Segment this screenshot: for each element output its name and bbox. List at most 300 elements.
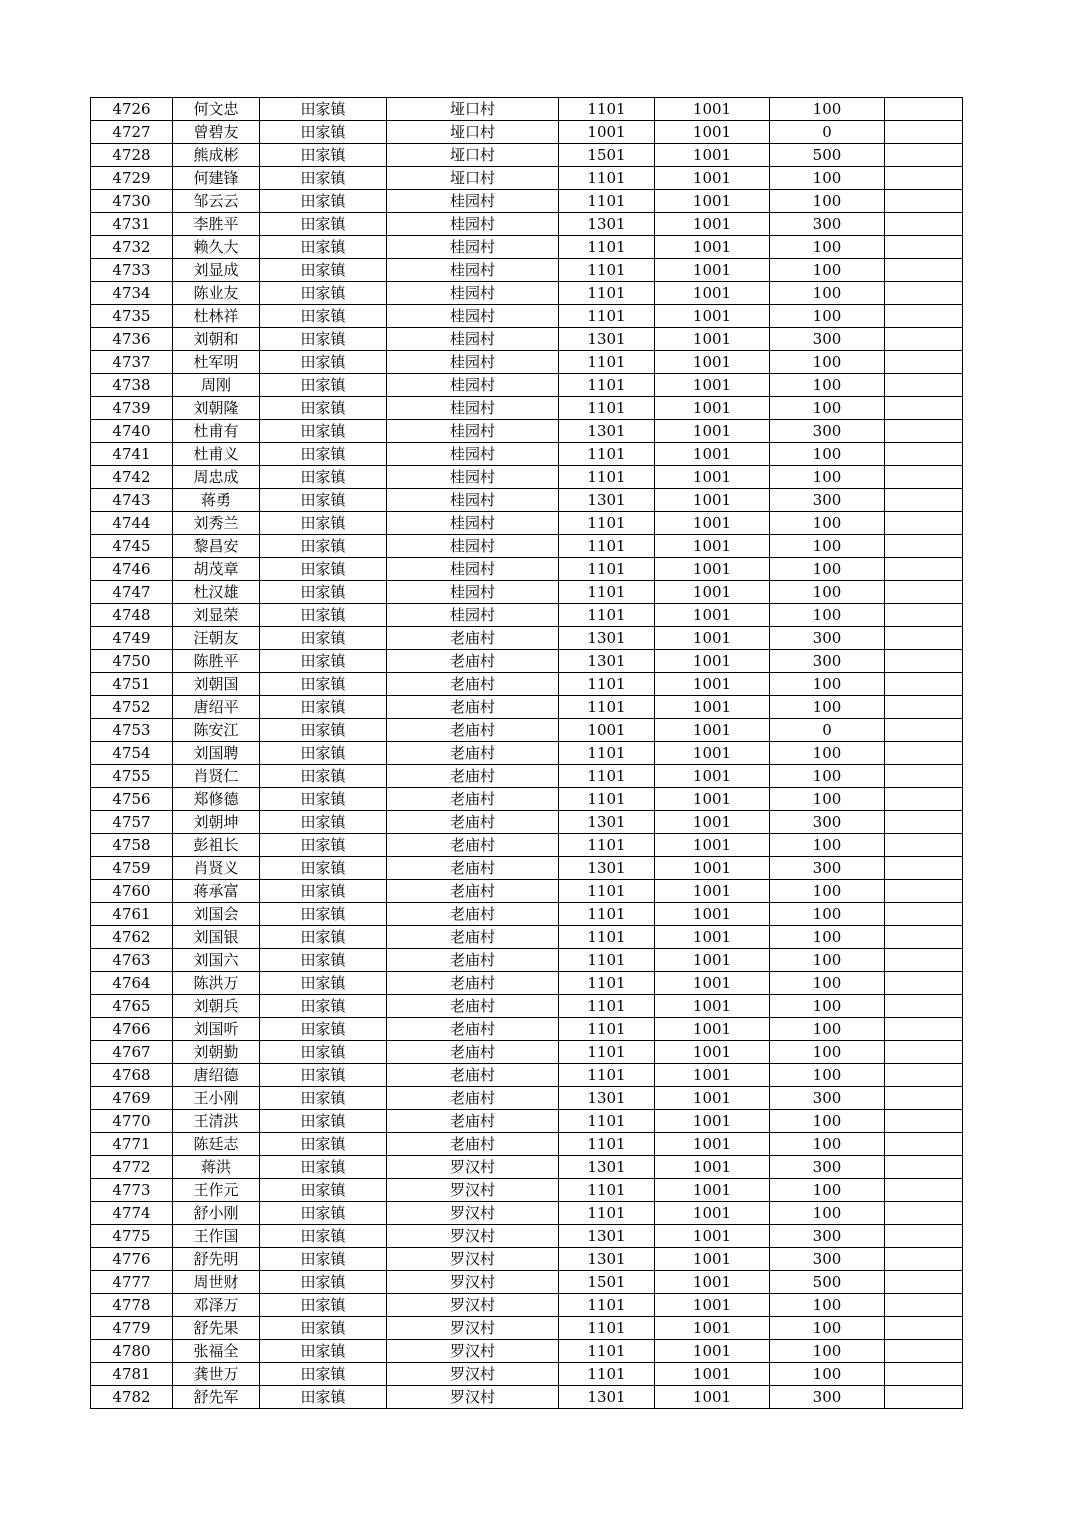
row-number-cell: 4734 [91, 282, 173, 305]
town-cell: 田家镇 [260, 1294, 387, 1317]
row-number-cell: 4736 [91, 328, 173, 351]
name-cell: 熊成彬 [173, 144, 260, 167]
remark-cell [885, 144, 963, 167]
row-number-cell: 4765 [91, 995, 173, 1018]
village-cell: 老庙村 [387, 673, 559, 696]
remark-cell [885, 1386, 963, 1409]
code-b-cell: 1001 [655, 535, 770, 558]
amount-cell: 100 [770, 1179, 885, 1202]
amount-cell: 100 [770, 972, 885, 995]
remark-cell [885, 236, 963, 259]
code-b-cell: 1001 [655, 236, 770, 259]
code-b-cell: 1001 [655, 213, 770, 236]
village-cell: 桂园村 [387, 328, 559, 351]
name-cell: 肖贤仁 [173, 765, 260, 788]
town-cell: 田家镇 [260, 558, 387, 581]
code-a-cell: 1301 [559, 857, 655, 880]
remark-cell [885, 650, 963, 673]
row-number-cell: 4767 [91, 1041, 173, 1064]
town-cell: 田家镇 [260, 489, 387, 512]
village-cell: 桂园村 [387, 489, 559, 512]
village-cell: 老庙村 [387, 857, 559, 880]
village-cell: 桂园村 [387, 305, 559, 328]
code-b-cell: 1001 [655, 374, 770, 397]
name-cell: 周刚 [173, 374, 260, 397]
remark-cell [885, 1133, 963, 1156]
remark-cell [885, 673, 963, 696]
code-b-cell: 1001 [655, 1363, 770, 1386]
table-row [91, 420, 963, 443]
amount-cell: 300 [770, 857, 885, 880]
village-cell: 老庙村 [387, 811, 559, 834]
town-cell: 田家镇 [260, 1248, 387, 1271]
code-a-cell: 1301 [559, 1156, 655, 1179]
table-row [91, 259, 963, 282]
village-cell: 垭口村 [387, 144, 559, 167]
town-cell: 田家镇 [260, 857, 387, 880]
village-cell: 老庙村 [387, 1041, 559, 1064]
code-b-cell: 1001 [655, 282, 770, 305]
code-a-cell: 1301 [559, 213, 655, 236]
code-b-cell: 1001 [655, 167, 770, 190]
remark-cell [885, 1294, 963, 1317]
name-cell: 刘朝隆 [173, 397, 260, 420]
table-row [91, 121, 963, 144]
code-b-cell: 1001 [655, 581, 770, 604]
name-cell: 王小刚 [173, 1087, 260, 1110]
remark-cell [885, 604, 963, 627]
amount-cell: 100 [770, 535, 885, 558]
name-cell: 陈安江 [173, 719, 260, 742]
row-number-cell: 4740 [91, 420, 173, 443]
name-cell: 曾碧友 [173, 121, 260, 144]
town-cell: 田家镇 [260, 144, 387, 167]
remark-cell [885, 1202, 963, 1225]
name-cell: 胡茂章 [173, 558, 260, 581]
village-cell: 罗汉村 [387, 1340, 559, 1363]
amount-cell: 100 [770, 1110, 885, 1133]
table-row [91, 213, 963, 236]
remark-cell [885, 558, 963, 581]
code-b-cell: 1001 [655, 1340, 770, 1363]
code-b-cell: 1001 [655, 1317, 770, 1340]
village-cell: 桂园村 [387, 213, 559, 236]
table-row [91, 1064, 963, 1087]
table-row [91, 1110, 963, 1133]
remark-cell [885, 98, 963, 121]
amount-cell: 100 [770, 1018, 885, 1041]
town-cell: 田家镇 [260, 374, 387, 397]
code-a-cell: 1301 [559, 420, 655, 443]
town-cell: 田家镇 [260, 696, 387, 719]
code-a-cell: 1101 [559, 972, 655, 995]
row-number-cell: 4780 [91, 1340, 173, 1363]
town-cell: 田家镇 [260, 995, 387, 1018]
row-number-cell: 4741 [91, 443, 173, 466]
table-row [91, 167, 963, 190]
table-row [91, 673, 963, 696]
code-a-cell: 1101 [559, 351, 655, 374]
amount-cell: 100 [770, 604, 885, 627]
amount-cell: 100 [770, 880, 885, 903]
name-cell: 舒先军 [173, 1386, 260, 1409]
amount-cell: 100 [770, 466, 885, 489]
village-cell: 桂园村 [387, 604, 559, 627]
code-a-cell: 1501 [559, 1271, 655, 1294]
table-row [91, 236, 963, 259]
name-cell: 邹云云 [173, 190, 260, 213]
code-b-cell: 1001 [655, 1294, 770, 1317]
remark-cell [885, 1271, 963, 1294]
village-cell: 桂园村 [387, 420, 559, 443]
amount-cell: 300 [770, 627, 885, 650]
row-number-cell: 4776 [91, 1248, 173, 1271]
town-cell: 田家镇 [260, 1225, 387, 1248]
table-row [91, 1202, 963, 1225]
village-cell: 罗汉村 [387, 1179, 559, 1202]
code-a-cell: 1301 [559, 811, 655, 834]
code-a-cell: 1101 [559, 190, 655, 213]
town-cell: 田家镇 [260, 673, 387, 696]
row-number-cell: 4750 [91, 650, 173, 673]
table-row [91, 1179, 963, 1202]
village-cell: 罗汉村 [387, 1386, 559, 1409]
table-row [91, 489, 963, 512]
amount-cell: 300 [770, 328, 885, 351]
code-b-cell: 1001 [655, 742, 770, 765]
town-cell: 田家镇 [260, 1041, 387, 1064]
row-number-cell: 4730 [91, 190, 173, 213]
name-cell: 陈业友 [173, 282, 260, 305]
code-b-cell: 1001 [655, 696, 770, 719]
village-cell: 桂园村 [387, 558, 559, 581]
amount-cell: 100 [770, 351, 885, 374]
village-cell: 罗汉村 [387, 1317, 559, 1340]
remark-cell [885, 213, 963, 236]
row-number-cell: 4727 [91, 121, 173, 144]
amount-cell: 100 [770, 581, 885, 604]
code-a-cell: 1301 [559, 627, 655, 650]
code-b-cell: 1001 [655, 903, 770, 926]
village-cell: 桂园村 [387, 190, 559, 213]
name-cell: 唐绍德 [173, 1064, 260, 1087]
code-a-cell: 1301 [559, 1386, 655, 1409]
row-number-cell: 4774 [91, 1202, 173, 1225]
row-number-cell: 4738 [91, 374, 173, 397]
code-a-cell: 1101 [559, 558, 655, 581]
amount-cell: 100 [770, 1133, 885, 1156]
village-cell: 罗汉村 [387, 1225, 559, 1248]
town-cell: 田家镇 [260, 1340, 387, 1363]
code-a-cell: 1101 [559, 903, 655, 926]
village-cell: 罗汉村 [387, 1248, 559, 1271]
town-cell: 田家镇 [260, 1363, 387, 1386]
name-cell: 张福全 [173, 1340, 260, 1363]
row-number-cell: 4755 [91, 765, 173, 788]
code-b-cell: 1001 [655, 489, 770, 512]
code-b-cell: 1001 [655, 880, 770, 903]
remark-cell [885, 1087, 963, 1110]
remark-cell [885, 397, 963, 420]
village-cell: 老庙村 [387, 742, 559, 765]
table-row [91, 1294, 963, 1317]
remark-cell [885, 466, 963, 489]
table-row [91, 397, 963, 420]
amount-cell: 100 [770, 995, 885, 1018]
code-b-cell: 1001 [655, 98, 770, 121]
table-row [91, 765, 963, 788]
town-cell: 田家镇 [260, 351, 387, 374]
village-cell: 老庙村 [387, 949, 559, 972]
name-cell: 刘朝国 [173, 673, 260, 696]
town-cell: 田家镇 [260, 1087, 387, 1110]
remark-cell [885, 374, 963, 397]
town-cell: 田家镇 [260, 1271, 387, 1294]
village-cell: 桂园村 [387, 282, 559, 305]
name-cell: 刘显荣 [173, 604, 260, 627]
name-cell: 陈胜平 [173, 650, 260, 673]
table-row [91, 1363, 963, 1386]
code-b-cell: 1001 [655, 834, 770, 857]
row-number-cell: 4782 [91, 1386, 173, 1409]
remark-cell [885, 857, 963, 880]
row-number-cell: 4754 [91, 742, 173, 765]
code-a-cell: 1101 [559, 1133, 655, 1156]
table-row [91, 880, 963, 903]
amount-cell: 100 [770, 1317, 885, 1340]
remark-cell [885, 1018, 963, 1041]
table-row [91, 1386, 963, 1409]
code-a-cell: 1101 [559, 788, 655, 811]
row-number-cell: 4749 [91, 627, 173, 650]
remark-cell [885, 995, 963, 1018]
code-b-cell: 1001 [655, 627, 770, 650]
name-cell: 刘朝勤 [173, 1041, 260, 1064]
village-cell: 老庙村 [387, 650, 559, 673]
village-cell: 老庙村 [387, 903, 559, 926]
village-cell: 罗汉村 [387, 1156, 559, 1179]
code-a-cell: 1101 [559, 535, 655, 558]
amount-cell: 100 [770, 1064, 885, 1087]
town-cell: 田家镇 [260, 328, 387, 351]
table-row [91, 995, 963, 1018]
remark-cell [885, 351, 963, 374]
amount-cell: 100 [770, 1041, 885, 1064]
town-cell: 田家镇 [260, 397, 387, 420]
name-cell: 刘朝坤 [173, 811, 260, 834]
town-cell: 田家镇 [260, 1018, 387, 1041]
name-cell: 李胜平 [173, 213, 260, 236]
town-cell: 田家镇 [260, 972, 387, 995]
name-cell: 陈洪万 [173, 972, 260, 995]
code-b-cell: 1001 [655, 121, 770, 144]
amount-cell: 100 [770, 673, 885, 696]
table-row [91, 1248, 963, 1271]
code-a-cell: 1101 [559, 512, 655, 535]
town-cell: 田家镇 [260, 190, 387, 213]
remark-cell [885, 1225, 963, 1248]
village-cell: 桂园村 [387, 397, 559, 420]
name-cell: 杜军明 [173, 351, 260, 374]
remark-cell [885, 1317, 963, 1340]
village-cell: 垭口村 [387, 121, 559, 144]
amount-cell: 100 [770, 926, 885, 949]
amount-cell: 300 [770, 1225, 885, 1248]
name-cell: 刘国会 [173, 903, 260, 926]
row-number-cell: 4743 [91, 489, 173, 512]
code-a-cell: 1101 [559, 581, 655, 604]
code-a-cell: 1301 [559, 1248, 655, 1271]
table-row [91, 581, 963, 604]
row-number-cell: 4766 [91, 1018, 173, 1041]
code-b-cell: 1001 [655, 765, 770, 788]
amount-cell: 100 [770, 167, 885, 190]
town-cell: 田家镇 [260, 742, 387, 765]
table-row [91, 190, 963, 213]
village-cell: 老庙村 [387, 765, 559, 788]
table-row [91, 466, 963, 489]
table-row [91, 1340, 963, 1363]
village-cell: 桂园村 [387, 466, 559, 489]
table-row [91, 650, 963, 673]
code-a-cell: 1101 [559, 167, 655, 190]
town-cell: 田家镇 [260, 903, 387, 926]
town-cell: 田家镇 [260, 581, 387, 604]
remark-cell [885, 880, 963, 903]
remark-cell [885, 1363, 963, 1386]
remark-cell [885, 581, 963, 604]
row-number-cell: 4746 [91, 558, 173, 581]
table-row [91, 811, 963, 834]
table-row [91, 1018, 963, 1041]
town-cell: 田家镇 [260, 1156, 387, 1179]
name-cell: 何文忠 [173, 98, 260, 121]
code-a-cell: 1301 [559, 650, 655, 673]
table-row [91, 1156, 963, 1179]
code-b-cell: 1001 [655, 811, 770, 834]
town-cell: 田家镇 [260, 512, 387, 535]
table-row [91, 558, 963, 581]
village-cell: 老庙村 [387, 1133, 559, 1156]
code-a-cell: 1501 [559, 144, 655, 167]
table-row [91, 443, 963, 466]
remark-cell [885, 788, 963, 811]
code-b-cell: 1001 [655, 443, 770, 466]
village-cell: 桂园村 [387, 351, 559, 374]
name-cell: 舒先明 [173, 1248, 260, 1271]
code-b-cell: 1001 [655, 788, 770, 811]
table-row [91, 1087, 963, 1110]
data-table [90, 97, 963, 1409]
table-row [91, 1317, 963, 1340]
amount-cell: 100 [770, 765, 885, 788]
village-cell: 老庙村 [387, 972, 559, 995]
code-b-cell: 1001 [655, 1179, 770, 1202]
amount-cell: 500 [770, 1271, 885, 1294]
village-cell: 老庙村 [387, 1064, 559, 1087]
table-row [91, 719, 963, 742]
row-number-cell: 4729 [91, 167, 173, 190]
town-cell: 田家镇 [260, 305, 387, 328]
village-cell: 垭口村 [387, 98, 559, 121]
row-number-cell: 4773 [91, 1179, 173, 1202]
row-number-cell: 4733 [91, 259, 173, 282]
village-cell: 罗汉村 [387, 1363, 559, 1386]
name-cell: 彭祖长 [173, 834, 260, 857]
code-b-cell: 1001 [655, 1248, 770, 1271]
name-cell: 杜汉雄 [173, 581, 260, 604]
name-cell: 刘国银 [173, 926, 260, 949]
amount-cell: 300 [770, 811, 885, 834]
village-cell: 老庙村 [387, 1087, 559, 1110]
village-cell: 老庙村 [387, 719, 559, 742]
code-b-cell: 1001 [655, 949, 770, 972]
code-b-cell: 1001 [655, 305, 770, 328]
remark-cell [885, 627, 963, 650]
amount-cell: 100 [770, 512, 885, 535]
amount-cell: 100 [770, 259, 885, 282]
town-cell: 田家镇 [260, 443, 387, 466]
code-b-cell: 1001 [655, 1271, 770, 1294]
village-cell: 桂园村 [387, 581, 559, 604]
remark-cell [885, 420, 963, 443]
amount-cell: 500 [770, 144, 885, 167]
town-cell: 田家镇 [260, 765, 387, 788]
code-a-cell: 1101 [559, 604, 655, 627]
name-cell: 汪朝友 [173, 627, 260, 650]
table-row [91, 949, 963, 972]
remark-cell [885, 742, 963, 765]
row-number-cell: 4731 [91, 213, 173, 236]
table-row [91, 351, 963, 374]
remark-cell [885, 443, 963, 466]
code-b-cell: 1001 [655, 1202, 770, 1225]
code-a-cell: 1101 [559, 880, 655, 903]
code-a-cell: 1101 [559, 1363, 655, 1386]
town-cell: 田家镇 [260, 535, 387, 558]
row-number-cell: 4778 [91, 1294, 173, 1317]
row-number-cell: 4753 [91, 719, 173, 742]
village-cell: 罗汉村 [387, 1202, 559, 1225]
document-sheet [90, 97, 963, 1409]
village-cell: 老庙村 [387, 1018, 559, 1041]
code-a-cell: 1101 [559, 374, 655, 397]
amount-cell: 100 [770, 236, 885, 259]
remark-cell [885, 719, 963, 742]
name-cell: 杜甫有 [173, 420, 260, 443]
amount-cell: 300 [770, 1248, 885, 1271]
village-cell: 桂园村 [387, 535, 559, 558]
village-cell: 桂园村 [387, 512, 559, 535]
name-cell: 肖贤义 [173, 857, 260, 880]
name-cell: 黎昌安 [173, 535, 260, 558]
name-cell: 杜林祥 [173, 305, 260, 328]
code-a-cell: 1101 [559, 443, 655, 466]
village-cell: 桂园村 [387, 443, 559, 466]
village-cell: 桂园村 [387, 236, 559, 259]
amount-cell: 100 [770, 305, 885, 328]
code-a-cell: 1101 [559, 673, 655, 696]
remark-cell [885, 190, 963, 213]
town-cell: 田家镇 [260, 1133, 387, 1156]
name-cell: 蒋勇 [173, 489, 260, 512]
amount-cell: 300 [770, 489, 885, 512]
name-cell: 周世财 [173, 1271, 260, 1294]
town-cell: 田家镇 [260, 259, 387, 282]
name-cell: 刘国聘 [173, 742, 260, 765]
amount-cell: 100 [770, 1202, 885, 1225]
name-cell: 杜甫义 [173, 443, 260, 466]
